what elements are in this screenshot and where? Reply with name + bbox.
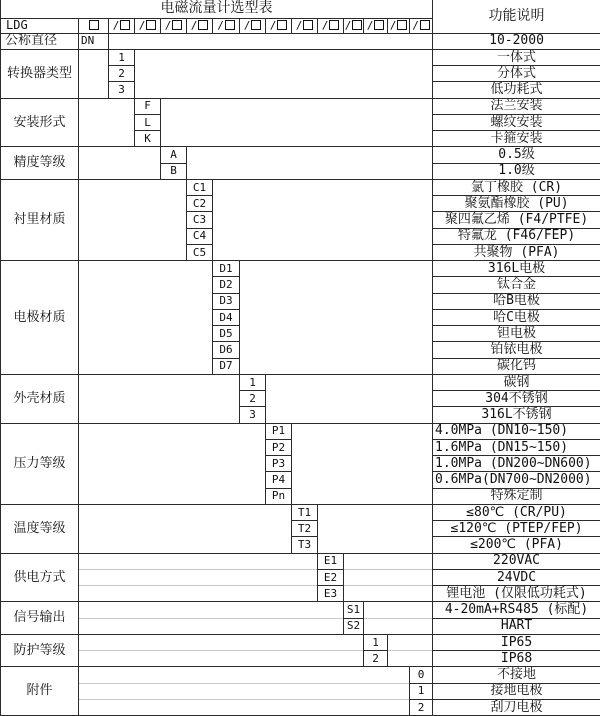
- category-row: [1, 82, 600, 98]
- category-row: [1, 163, 600, 179]
- function-cell: 316L不锈钢: [433, 407, 600, 423]
- filler-cell: [135, 66, 433, 82]
- function-cell: IP65: [433, 634, 600, 650]
- code-box-cell: /: [344, 18, 364, 33]
- function-cell: ≤120℃ (PTEP/FEP): [433, 521, 600, 537]
- code-box-icon: [277, 20, 287, 30]
- category-label: 压力等级: [1, 423, 79, 504]
- code-cell: C2: [187, 196, 213, 212]
- code-box-cell: /: [135, 18, 161, 33]
- function-cell: 接地电极: [433, 683, 600, 699]
- filler-cell: [79, 228, 187, 244]
- filler-cell: [292, 472, 433, 488]
- category-row: [1, 602, 600, 618]
- function-cell: 0.5级: [433, 147, 600, 163]
- category-row: [1, 456, 600, 472]
- function-cell: 聚四氟乙烯 (F4/PTFE): [433, 212, 600, 228]
- filler-cell: [79, 212, 187, 228]
- filler-cell: [344, 553, 433, 569]
- code-box-icon: [420, 20, 430, 30]
- function-cell: 304不锈钢: [433, 391, 600, 407]
- filler-cell: [79, 196, 187, 212]
- category-row: [1, 634, 600, 650]
- filler-cell: [79, 114, 135, 130]
- filler-cell: [266, 391, 433, 407]
- filler-cell: [79, 342, 213, 358]
- function-cell: 卡箍安装: [433, 131, 600, 147]
- filler-cell: [79, 667, 410, 683]
- function-cell: 碳钢: [433, 374, 600, 390]
- code-cell: B: [161, 163, 187, 179]
- filler-cell: [79, 553, 318, 569]
- filler-cell: [79, 618, 344, 634]
- code-cell: P2: [266, 439, 292, 455]
- code-box-icon: [251, 20, 261, 30]
- filler-cell: [79, 391, 240, 407]
- code-cell: 2: [240, 391, 266, 407]
- functions-header: 功能说明: [433, 0, 600, 33]
- function-cell: 钽电极: [433, 326, 600, 342]
- filler-cell: [79, 602, 344, 618]
- code-box-cell: /: [187, 18, 213, 33]
- category-label: 精度等级: [1, 147, 79, 180]
- code-cell: S1: [344, 602, 364, 618]
- code-box-icon: [303, 20, 313, 30]
- category-row: [1, 131, 600, 147]
- filler-cell: [213, 228, 433, 244]
- filler-cell: [187, 163, 433, 179]
- category-label: 安装形式: [1, 98, 79, 147]
- category-section: [1, 147, 600, 180]
- title-row: [1, 0, 600, 18]
- code-cell: C3: [187, 212, 213, 228]
- category-row: [1, 196, 600, 212]
- filler-cell: [187, 147, 433, 163]
- filler-cell: [364, 602, 433, 618]
- category-row: [1, 537, 600, 553]
- category-row: [1, 293, 600, 309]
- category-section: [1, 602, 600, 635]
- category-row: [1, 391, 600, 407]
- function-cell: 特氟龙 (F46/FEP): [433, 228, 600, 244]
- code-box-icon: [374, 20, 384, 30]
- code-cell: 1: [240, 374, 266, 390]
- category-row: [1, 651, 600, 667]
- code-box-icon: [225, 20, 235, 30]
- code-box-icon: [397, 20, 407, 30]
- filler-cell: [79, 586, 318, 602]
- category-row: [1, 309, 600, 325]
- category-row: [1, 569, 600, 585]
- filler-cell: [79, 683, 410, 699]
- function-cell: 分体式: [433, 66, 600, 82]
- code-box-icon: [198, 20, 208, 30]
- category-label: 电极材质: [1, 261, 79, 375]
- category-row: [1, 49, 600, 65]
- category-label: 衬里材质: [1, 179, 79, 260]
- category-row: [1, 147, 600, 163]
- category-label: 信号输出: [1, 602, 79, 635]
- code-cell: D2: [213, 277, 240, 293]
- filler-cell: [79, 309, 213, 325]
- filler-cell: [213, 179, 433, 195]
- category-row: [1, 228, 600, 244]
- filler-cell: [79, 147, 161, 163]
- category-row: [1, 699, 600, 715]
- code-box-cell: /: [240, 18, 266, 33]
- filler-cell: [79, 277, 213, 293]
- code-cell: D6: [213, 342, 240, 358]
- code-cell: A: [161, 147, 187, 163]
- category-row: [1, 521, 600, 537]
- filler-cell: [79, 244, 187, 260]
- filler-cell: [292, 488, 433, 504]
- function-cell: 1.0级: [433, 163, 600, 179]
- code-box-cell: /: [292, 18, 318, 33]
- filler-cell: [318, 504, 433, 520]
- category-label: 外壳材质: [1, 374, 79, 423]
- filler-cell: [79, 439, 266, 455]
- code-box-cell: [79, 18, 109, 33]
- category-row: [1, 33, 600, 49]
- filler-cell: [79, 423, 266, 439]
- filler-cell: [240, 342, 433, 358]
- category-label: 公称直径: [1, 33, 79, 49]
- function-cell: 一体式: [433, 49, 600, 65]
- category-section: [1, 504, 600, 553]
- category-row: [1, 326, 600, 342]
- filler-cell: [79, 261, 213, 277]
- category-section: [1, 667, 600, 716]
- category-row: [1, 472, 600, 488]
- category-section: [1, 98, 600, 147]
- code-cell: D7: [213, 358, 240, 374]
- function-cell: 锂电池 (仅限低功耗式): [433, 586, 600, 602]
- filler-cell: [79, 131, 135, 147]
- filler-cell: [388, 651, 433, 667]
- category-section: [1, 634, 600, 667]
- category-label: 转换器类型: [1, 49, 79, 98]
- function-cell: ≤200℃ (PFA): [433, 537, 600, 553]
- function-cell: 24VDC: [433, 569, 600, 585]
- code-box-cell: /: [213, 18, 240, 33]
- filler-cell: [79, 472, 266, 488]
- filler-cell: [79, 569, 318, 585]
- code-cell: P1: [266, 423, 292, 439]
- function-cell: 1.0MPa (DN200~DN600): [433, 456, 600, 472]
- filler-cell: [213, 212, 433, 228]
- category-row: [1, 114, 600, 130]
- category-row: [1, 66, 600, 82]
- code-cell: 3: [240, 407, 266, 423]
- filler-cell: [161, 131, 433, 147]
- function-cell: 低功耗式: [433, 82, 600, 98]
- code-box-cell: /: [109, 18, 135, 33]
- filler-cell: [135, 82, 433, 98]
- code-box-icon: [146, 20, 156, 30]
- code-cell: E3: [318, 586, 344, 602]
- code-box-icon: [329, 20, 339, 30]
- filler-cell: [79, 293, 213, 309]
- code-cell: 1: [410, 683, 433, 699]
- filler-cell: [79, 49, 109, 65]
- filler-cell: [79, 179, 187, 195]
- function-cell: 0.6MPa(DN700~DN2000): [433, 472, 600, 488]
- function-cell: 不接地: [433, 667, 600, 683]
- function-cell: 螺纹安装: [433, 114, 600, 130]
- function-cell: 316L电极: [433, 261, 600, 277]
- filler-cell: [213, 196, 433, 212]
- filler-cell: [266, 374, 433, 390]
- filler-cell: [240, 326, 433, 342]
- filler-cell: [79, 66, 109, 82]
- function-cell: 4.0MPa (DN10~150): [433, 423, 600, 439]
- category-row: [1, 618, 600, 634]
- code-box-cell: /: [318, 18, 344, 33]
- code-cell: C4: [187, 228, 213, 244]
- model-code-prefix: LDG: [1, 18, 79, 33]
- code-cell: Pn: [266, 488, 292, 504]
- category-row: [1, 212, 600, 228]
- category-row: [1, 358, 600, 374]
- filler-cell: [79, 358, 213, 374]
- code-cell: S2: [344, 618, 364, 634]
- category-row: [1, 98, 600, 114]
- category-section: [1, 49, 600, 98]
- code-cell: C1: [187, 179, 213, 195]
- function-cell: 特殊定制: [433, 488, 600, 504]
- function-cell: HART: [433, 618, 600, 634]
- code-box-icon: [352, 20, 362, 30]
- category-section: [1, 553, 600, 602]
- code-cell: T3: [292, 537, 318, 553]
- code-cell: T1: [292, 504, 318, 520]
- category-label: 附件: [1, 667, 79, 716]
- category-row: [1, 277, 600, 293]
- code-cell: D5: [213, 326, 240, 342]
- function-cell: 聚氨酯橡胶 (PU): [433, 196, 600, 212]
- filler-cell: [240, 277, 433, 293]
- filler-cell: [79, 98, 135, 114]
- category-section: [1, 33, 600, 49]
- category-row: [1, 342, 600, 358]
- function-cell: 4-20mA+RS485 (标配): [433, 602, 600, 618]
- category-label: 防护等级: [1, 634, 79, 667]
- page-title: 电磁流量计选型表: [1, 0, 433, 18]
- filler-cell: [364, 618, 433, 634]
- function-cell: ≤80℃ (CR/PU): [433, 504, 600, 520]
- filler-cell: [240, 293, 433, 309]
- header-section: [1, 0, 600, 33]
- filler-cell: [213, 244, 433, 260]
- code-cell: P3: [266, 456, 292, 472]
- code-box-cell: /: [410, 18, 433, 33]
- filler-cell: [79, 456, 266, 472]
- code-box-cell: /: [266, 18, 292, 33]
- code-box-icon: [89, 20, 99, 30]
- code-cell: 1: [109, 49, 135, 65]
- function-cell: 钛合金: [433, 277, 600, 293]
- code-cell: 0: [410, 667, 433, 683]
- code-box-icon: [120, 20, 130, 30]
- code-cell: E1: [318, 553, 344, 569]
- code-cell: D1: [213, 261, 240, 277]
- function-cell: 10-2000: [433, 33, 600, 49]
- filler-cell: [109, 33, 433, 49]
- filler-cell: [318, 521, 433, 537]
- filler-cell: [135, 49, 433, 65]
- code-cell: K: [135, 131, 161, 147]
- code-cell: 2: [410, 699, 433, 715]
- function-cell: 刮刀电极: [433, 699, 600, 715]
- category-row: [1, 423, 600, 439]
- filler-cell: [266, 407, 433, 423]
- code-cell: 2: [109, 66, 135, 82]
- code-box-cell: /: [364, 18, 388, 33]
- filler-cell: [240, 309, 433, 325]
- filler-cell: [318, 537, 433, 553]
- code-cell: T2: [292, 521, 318, 537]
- function-cell: 哈C电极: [433, 309, 600, 325]
- function-cell: 碳化钨: [433, 358, 600, 374]
- category-row: [1, 586, 600, 602]
- filler-cell: [344, 569, 433, 585]
- filler-cell: [79, 82, 109, 98]
- filler-cell: [344, 586, 433, 602]
- category-row: [1, 179, 600, 195]
- code-box-icon: [172, 20, 182, 30]
- filler-cell: [79, 521, 292, 537]
- filler-cell: [79, 634, 364, 650]
- category-row: [1, 439, 600, 455]
- function-cell: 220VAC: [433, 553, 600, 569]
- filler-cell: [79, 504, 292, 520]
- code-cell: P4: [266, 472, 292, 488]
- function-cell: 法兰安装: [433, 98, 600, 114]
- code-cell: C5: [187, 244, 213, 260]
- code-cell: L: [135, 114, 161, 130]
- filler-cell: [161, 98, 433, 114]
- category-section: [1, 423, 600, 504]
- category-row: [1, 261, 600, 277]
- category-label: 温度等级: [1, 504, 79, 553]
- filler-cell: [79, 488, 266, 504]
- code-cell: E2: [318, 569, 344, 585]
- filler-cell: [388, 634, 433, 650]
- filler-cell: [79, 651, 364, 667]
- function-cell: IP68: [433, 651, 600, 667]
- code-cell: DN: [79, 33, 109, 49]
- code-cell: D3: [213, 293, 240, 309]
- code-cell: D4: [213, 309, 240, 325]
- function-cell: 氯丁橡胶 (CR): [433, 179, 600, 195]
- filler-cell: [240, 358, 433, 374]
- category-label: 供电方式: [1, 553, 79, 602]
- category-row: [1, 683, 600, 699]
- category-row: [1, 374, 600, 390]
- function-cell: 共聚物 (PFA): [433, 244, 600, 260]
- category-section: [1, 374, 600, 423]
- code-cell: 2: [364, 651, 388, 667]
- category-row: [1, 553, 600, 569]
- category-row: [1, 488, 600, 504]
- function-cell: 哈B电极: [433, 293, 600, 309]
- code-cell: 3: [109, 82, 135, 98]
- code-box-cell: /: [161, 18, 187, 33]
- category-row: [1, 244, 600, 260]
- code-box-cell: /: [388, 18, 410, 33]
- filler-cell: [79, 326, 213, 342]
- filler-cell: [79, 699, 410, 715]
- filler-cell: [79, 407, 240, 423]
- code-cell: 1: [364, 634, 388, 650]
- filler-cell: [292, 456, 433, 472]
- filler-cell: [292, 423, 433, 439]
- filler-cell: [161, 114, 433, 130]
- filler-cell: [292, 439, 433, 455]
- category-section: [1, 179, 600, 260]
- function-cell: 铂铱电极: [433, 342, 600, 358]
- filler-cell: [79, 163, 161, 179]
- category-row: [1, 504, 600, 520]
- filler-cell: [240, 261, 433, 277]
- code-cell: F: [135, 98, 161, 114]
- filler-cell: [79, 537, 292, 553]
- function-cell: 1.6MPa (DN15~150): [433, 439, 600, 455]
- category-section: [1, 261, 600, 375]
- category-row: [1, 407, 600, 423]
- category-row: [1, 667, 600, 683]
- filler-cell: [79, 374, 240, 390]
